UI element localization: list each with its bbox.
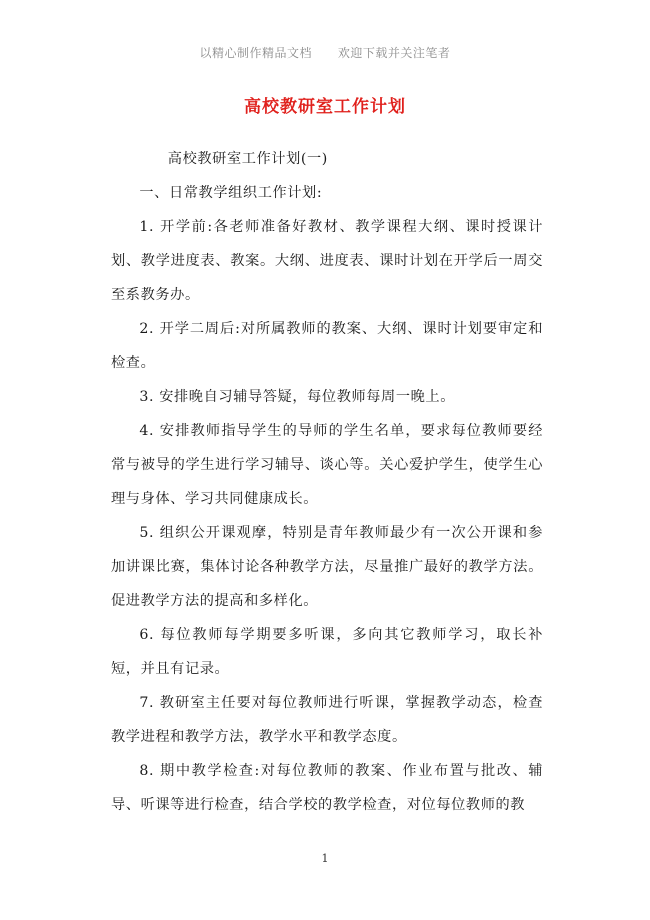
list-item: 5. 组织公开课观摩，特别是青年教师最少有一次公开课和参加讲课比赛，集体讨论各种教学方法，尽量推广最好的教学方法。促进教学方法的提高和多样化。 [111, 525, 543, 609]
list-item: 7. 教研室主任要对每位教师进行听课，掌握教学动态，检查教学进程和教学方法，教学水平和教学态度。 [111, 695, 543, 745]
list-item: 8. 期中教学检查:对每位教师的教案、作业布置与批改、辅导、听课等进行检查，结合学校的教学检查，对位每位教师的教 [111, 763, 543, 813]
document-body [111, 142, 543, 822]
list-item: 3. 安排晚自习辅导答疑，每位教师每周一晚上。 [139, 389, 455, 405]
document-title: 高校教研室工作计划 [244, 97, 406, 117]
list-item: 2. 开学二周后:对所属教师的教案、大纲、课时计划要审定和检查。 [111, 321, 543, 371]
page-number: 1 [321, 852, 329, 865]
header-note: 以精心制作精品文档 欢迎下载并关注笔者 [199, 46, 451, 60]
section-subtitle: 高校教研室工作计划(一) [167, 151, 328, 167]
section-heading: 一、日常教学组织工作计划: [139, 185, 323, 201]
list-item: 1. 开学前:各老师准备好教材、教学课程大纲、课时授课计划、教学进度表、教案。大纲、进度表、课时计划在开学后一周交至系教务办。 [111, 219, 543, 303]
list-item: 4. 安排教师指导学生的导师的学生名单，要求每位教师要经常与被导的学生进行学习辅导、谈心等。关心爱护学生，使学生心理与身体、学习共同健康成长。 [111, 423, 543, 507]
list-item: 6. 每位教师每学期要多听课，多向其它教师学习，取长补短，并且有记录。 [111, 627, 543, 677]
